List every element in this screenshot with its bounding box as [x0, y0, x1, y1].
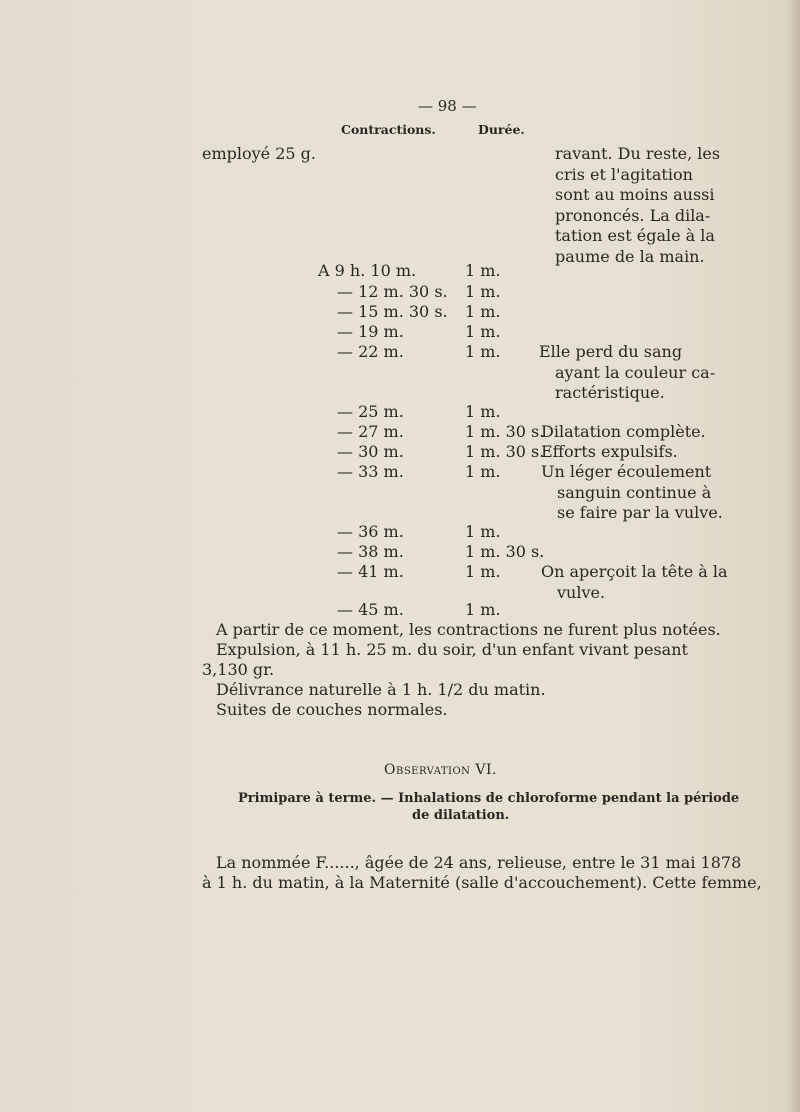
row-duration: 1 m. 30 s.	[465, 542, 545, 561]
top-right-block	[555, 144, 720, 267]
row-time: — 25 m.	[337, 402, 404, 421]
top-right-line: sont au moins aussi	[555, 185, 715, 204]
paragraph-line: Suites de couches normales.	[216, 700, 448, 719]
row-duration: 1 m.	[465, 342, 501, 361]
row-time: — 33 m.	[337, 462, 404, 481]
note-line: On aperçoit la tête à la	[541, 562, 728, 581]
row-duration: 1 m.	[465, 522, 501, 541]
note-line: se faire par la vulve.	[557, 503, 723, 522]
paragraph-line: A partir de ce moment, les contractions ne furent plus notées.	[216, 620, 721, 639]
observation-caption-line: Primipare à terme. — Inhalations de chloroforme pendant la période	[238, 791, 740, 806]
row-time: — 36 m.	[337, 522, 404, 541]
row-duration: 1 m.	[465, 402, 501, 421]
row-duration: 1 m.	[465, 282, 501, 301]
row-note	[541, 462, 723, 524]
observation-caption-line: de dilatation.	[412, 808, 510, 823]
row-time: A 9 h. 10 m.	[318, 261, 417, 280]
row-time: — 38 m.	[337, 542, 404, 561]
top-right-line: prononcés. La dila-	[555, 205, 711, 225]
row-time: — 19 m.	[337, 322, 404, 341]
note-line: ayant la couleur ca-	[555, 362, 716, 382]
row-time: — 22 m.	[337, 342, 404, 361]
row-note	[541, 562, 728, 603]
row-note	[539, 342, 715, 404]
top-right-line: tation est égale à la	[555, 226, 715, 245]
observation-text-line: La nommée F......, âgée de 24 ans, relieuse, entre le 31 mai 1878	[216, 853, 742, 872]
page-edge-shadow	[786, 0, 800, 1112]
observation-text-line: à 1 h. du matin, à la Maternité (salle d'accouchement). Cette femme,	[202, 873, 762, 892]
note-line: vulve.	[557, 582, 606, 602]
note-line: Elle perd du sang	[539, 342, 683, 361]
row-time: — 30 m.	[337, 442, 404, 461]
top-right-line: ravant. Du reste, les	[555, 144, 721, 163]
row-note: Dilatation complète.	[541, 422, 706, 441]
top-right-line: cris et l'agitation	[555, 164, 693, 184]
observation-title: Observation VI.	[384, 762, 497, 778]
header-duree: Durée.	[478, 122, 525, 137]
top-right-line: paume de la main.	[555, 246, 705, 266]
note-line: ractéristique.	[555, 383, 665, 402]
row-duration: 1 m. 30 s.	[465, 442, 545, 461]
note-line: sanguin continue à	[557, 482, 712, 502]
row-duration: 1 m.	[465, 261, 501, 280]
row-time: — 41 m.	[337, 562, 404, 581]
row-time: — 15 m. 30 s.	[337, 302, 448, 321]
paragraph-line: 3,130 gr.	[202, 660, 275, 679]
row-time: — 27 m.	[337, 422, 404, 441]
row-duration: 1 m.	[465, 302, 501, 321]
header-contractions: Contractions.	[341, 122, 436, 137]
row-note: Efforts expulsifs.	[541, 442, 678, 461]
paragraph-line: Expulsion, à 11 h. 25 m. du soir, d'un enfant vivant pesant	[216, 640, 688, 659]
row-duration: 1 m.	[465, 562, 501, 581]
note-line: Un léger écoulement	[541, 462, 712, 481]
paragraph-line: Délivrance naturelle à 1 h. 1/2 du matin.	[216, 680, 546, 699]
top-left-text: employé 25 g.	[202, 144, 316, 163]
page-number: — 98 —	[418, 97, 477, 115]
row-duration: 1 m.	[465, 462, 501, 481]
row-duration: 1 m. 30 s.	[465, 422, 545, 441]
row-time: — 45 m.	[337, 600, 404, 619]
row-duration: 1 m.	[465, 322, 501, 341]
row-time: — 12 m. 30 s.	[337, 282, 448, 301]
row-duration: 1 m.	[465, 600, 501, 619]
